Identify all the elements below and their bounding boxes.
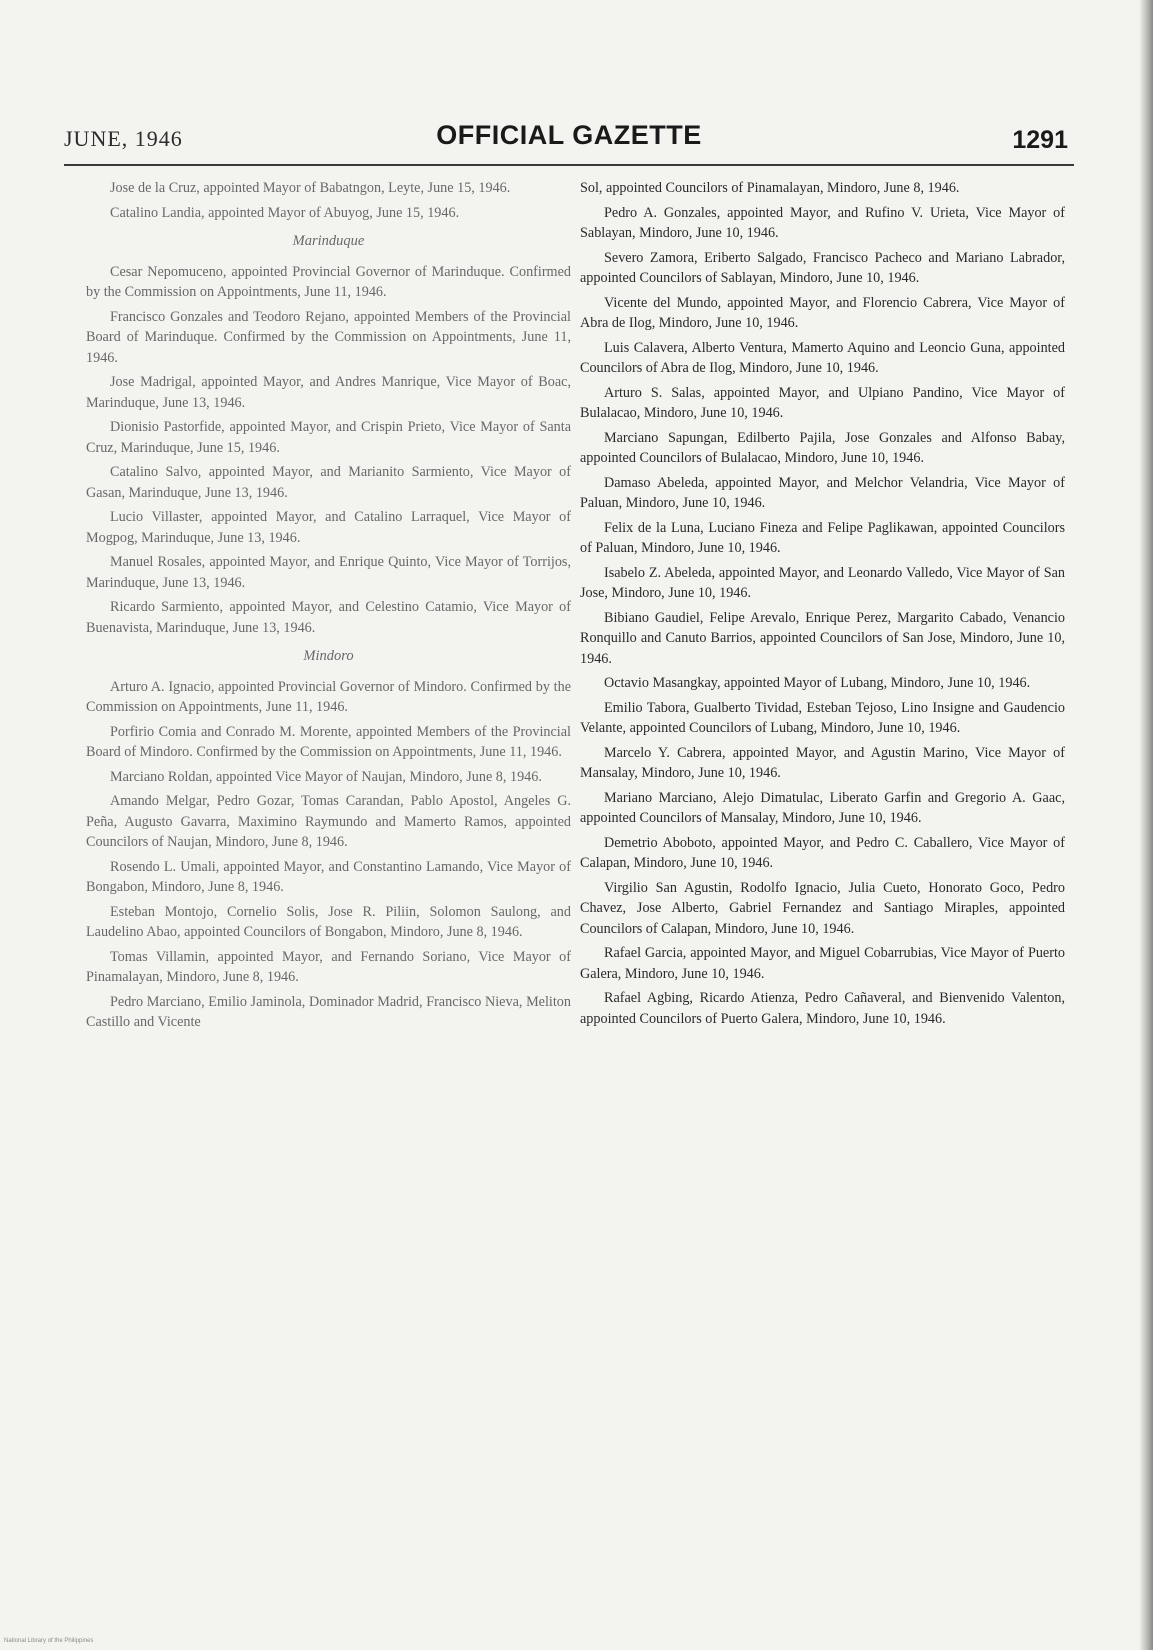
appointment-entry: Isabelo Z. Abeleda, appointed Mayor, and Leonardo Valledo, Vice Mayor of San Jose, Mindoro, June 10, 1946. <box>580 564 1065 601</box>
appointment-entry: Luis Calavera, Alberto Ventura, Mamerto Aquino and Leoncio Guna, appointed Councilors of Abra de Ilog, Mindoro, June 10, 1946. <box>580 339 1065 376</box>
appointment-entry: Octavio Masangkay, appointed Mayor of Lubang, Mindoro, June 10, 1946. <box>604 675 1031 691</box>
appointment-entry: Bibiano Gaudiel, Felipe Arevalo, Enrique Perez, Margarito Cabado, Venancio Ronquillo and Canuto Barrios, appointed Councilors of San Jose, Mindoro, June 10, 1946. <box>580 609 1065 667</box>
appointment-entry: Rafael Agbing, Ricardo Atienza, Pedro Cañaveral, and Bienvenido Valenton, appointed Councilors of Puerto Galera, Mindoro, June 10, 1946. <box>580 990 1065 1027</box>
appointment-entry: Manuel Rosales, appointed Mayor, and Enrique Quinto, Vice Mayor of Torrijos, Marinduque, June 13, 1946. <box>86 554 571 591</box>
appointment-entry: Demetrio Aboboto, appointed Mayor, and Pedro C. Caballero, Vice Mayor of Calapan, Mindoro, June 10, 1946. <box>580 834 1065 871</box>
appointment-entry: Porfirio Comia and Conrado M. Morente, appointed Members of the Provincial Board of Mindoro. Confirmed by the Commission on Appointments, June 11, 1946. <box>86 723 571 760</box>
appointment-entry: Cesar Nepomuceno, appointed Provincial Governor of Marinduque. Confirmed by the Commission on Appointments, June 11, 1946. <box>86 263 571 300</box>
appointment-entry: Felix de la Luna, Luciano Fineza and Felipe Paglikawan, appointed Councilors of Paluan, Mindoro, June 10, 1946. <box>580 519 1065 556</box>
appointment-entry: Lucio Villaster, appointed Mayor, and Catalino Larraquel, Vice Mayor of Mogpog, Marinduque, June 13, 1946. <box>86 509 571 546</box>
appointment-entry: Ricardo Sarmiento, appointed Mayor, and Celestino Catamio, Vice Mayor of Buenavista, Marinduque, June 13, 1946. <box>86 599 571 636</box>
appointment-entry: Dionisio Pastorfide, appointed Mayor, and Crispin Prieto, Vice Mayor of Santa Cruz, Marinduque, June 15, 1946. <box>86 419 571 456</box>
appointment-entry: Esteban Montojo, Cornelio Solis, Jose R. Piliin, Solomon Saulong, and Laudelino Abao, appointed Councilors of Bongabon, Mindoro, June 8, 1946. <box>86 903 571 940</box>
appointment-entry: Catalino Salvo, appointed Mayor, and Marianito Sarmiento, Vice Mayor of Gasan, Marinduque, June 13, 1946. <box>86 464 571 501</box>
appointment-entry: Mariano Marciano, Alejo Dimatulac, Liberato Garfin and Gregorio A. Gaac, appointed Councilors of Mansalay, Mindoro, June 10, 1946. <box>580 789 1065 826</box>
appointment-entry: Vicente del Mundo, appointed Mayor, and Florencio Cabrera, Vice Mayor of Abra de Ilog, Mindoro, June 10, 1946. <box>580 294 1065 331</box>
appointment-entry: Pedro A. Gonzales, appointed Mayor, and Rufino V. Urieta, Vice Mayor of Sablayan, Mindoro, June 10, 1946. <box>580 204 1065 241</box>
appointment-entry: Rafael Garcia, appointed Mayor, and Miguel Cobarrubias, Vice Mayor of Puerto Galera, Mindoro, June 10, 1946. <box>580 945 1065 982</box>
scan-credit: National Library of the Philippines <box>4 1638 94 1644</box>
page-number: 1291 <box>1012 126 1068 154</box>
appointment-entry: Rosendo L. Umali, appointed Mayor, and Constantino Lamando, Vice Mayor of Bongabon, Mindoro, June 8, 1946. <box>86 858 571 895</box>
section-heading-mindoro: Mindoro <box>303 648 354 664</box>
issue-date: JUNE, 1946 <box>64 126 183 151</box>
page-header <box>64 120 1074 164</box>
section-heading-marinduque: Marinduque <box>292 233 365 249</box>
appointment-entry: Damaso Abeleda, appointed Mayor, and Melchor Velandria, Vice Mayor of Paluan, Mindoro, June 10, 1946. <box>580 474 1065 511</box>
header-rule <box>64 164 1074 166</box>
appointment-entry: Jose de la Cruz, appointed Mayor of Babatngon, Leyte, June 15, 1946. <box>110 180 511 196</box>
appointment-entry: Emilio Tabora, Gualberto Tividad, Esteban Tejoso, Lino Insigne and Gaudencio Velante, appointed Councilors of Lubang, Mindoro, June 10, 1946. <box>580 699 1065 736</box>
appointment-entry: Sol, appointed Councilors of Pinamalayan, Mindoro, June 8, 1946. <box>580 180 960 196</box>
appointment-entry: Jose Madrigal, appointed Mayor, and Andres Manrique, Vice Mayor of Boac, Marinduque, June 13, 1946. <box>86 374 571 411</box>
appointment-entry: Francisco Gonzales and Teodoro Rejano, appointed Members of the Provincial Board of Marinduque. Confirmed by the Commission on Appointments, June 11, 1946. <box>86 308 571 366</box>
page-edge-shadow <box>1139 0 1153 1650</box>
left-column <box>86 178 571 1037</box>
appointment-entry: Marcelo Y. Cabrera, appointed Mayor, and Agustin Marino, Vice Mayor of Mansalay, Mindoro, June 10, 1946. <box>580 744 1065 781</box>
appointment-entry: Arturo S. Salas, appointed Mayor, and Ulpiano Pandino, Vice Mayor of Bulalacao, Mindoro, June 10, 1946. <box>580 384 1065 421</box>
appointment-entry: Marciano Sapungan, Edilberto Pajila, Jose Gonzales and Alfonso Babay, appointed Councilors of Bulalacao, Mindoro, June 10, 1946. <box>580 429 1065 466</box>
appointment-entry: Virgilio San Agustin, Rodolfo Ignacio, Julia Cueto, Honorato Goco, Pedro Chavez, Jose Alberto, Gabriel Fernandez and Santiago Miraples, appointed Councilors of Calapan, Mindoro, June 10, 1946. <box>580 879 1065 937</box>
appointment-entry: Marciano Roldan, appointed Vice Mayor of Naujan, Mindoro, June 8, 1946. <box>110 768 542 785</box>
publication-title: OFFICIAL GAZETTE <box>436 120 702 150</box>
appointment-entry: Catalino Landia, appointed Mayor of Abuyog, June 15, 1946. <box>110 204 460 221</box>
appointment-entry: Arturo A. Ignacio, appointed Provincial Governor of Mindoro. Confirmed by the Commission on Appointments, June 11, 1946. <box>86 678 571 715</box>
appointment-entry: Tomas Villamin, appointed Mayor, and Fernando Soriano, Vice Mayor of Pinamalayan, Mindoro, June 8, 1946. <box>86 948 571 985</box>
appointment-entry: Severo Zamora, Eriberto Salgado, Francisco Pacheco and Mariano Labrador, appointed Councilors of Sablayan, Mindoro, June 10, 1946. <box>580 249 1065 286</box>
appointment-entry: Pedro Marciano, Emilio Jaminola, Dominador Madrid, Francisco Nieva, Meliton Castillo and Vicente <box>86 993 571 1030</box>
right-column <box>580 178 1065 1033</box>
appointment-entry: Amando Melgar, Pedro Gozar, Tomas Carandan, Pablo Apostol, Angeles G. Peña, Augusto Gavarra, Maximino Raymundo and Mamerto Ramos, appointed Councilors of Naujan, Mindoro, June 8, 1946. <box>86 793 571 850</box>
